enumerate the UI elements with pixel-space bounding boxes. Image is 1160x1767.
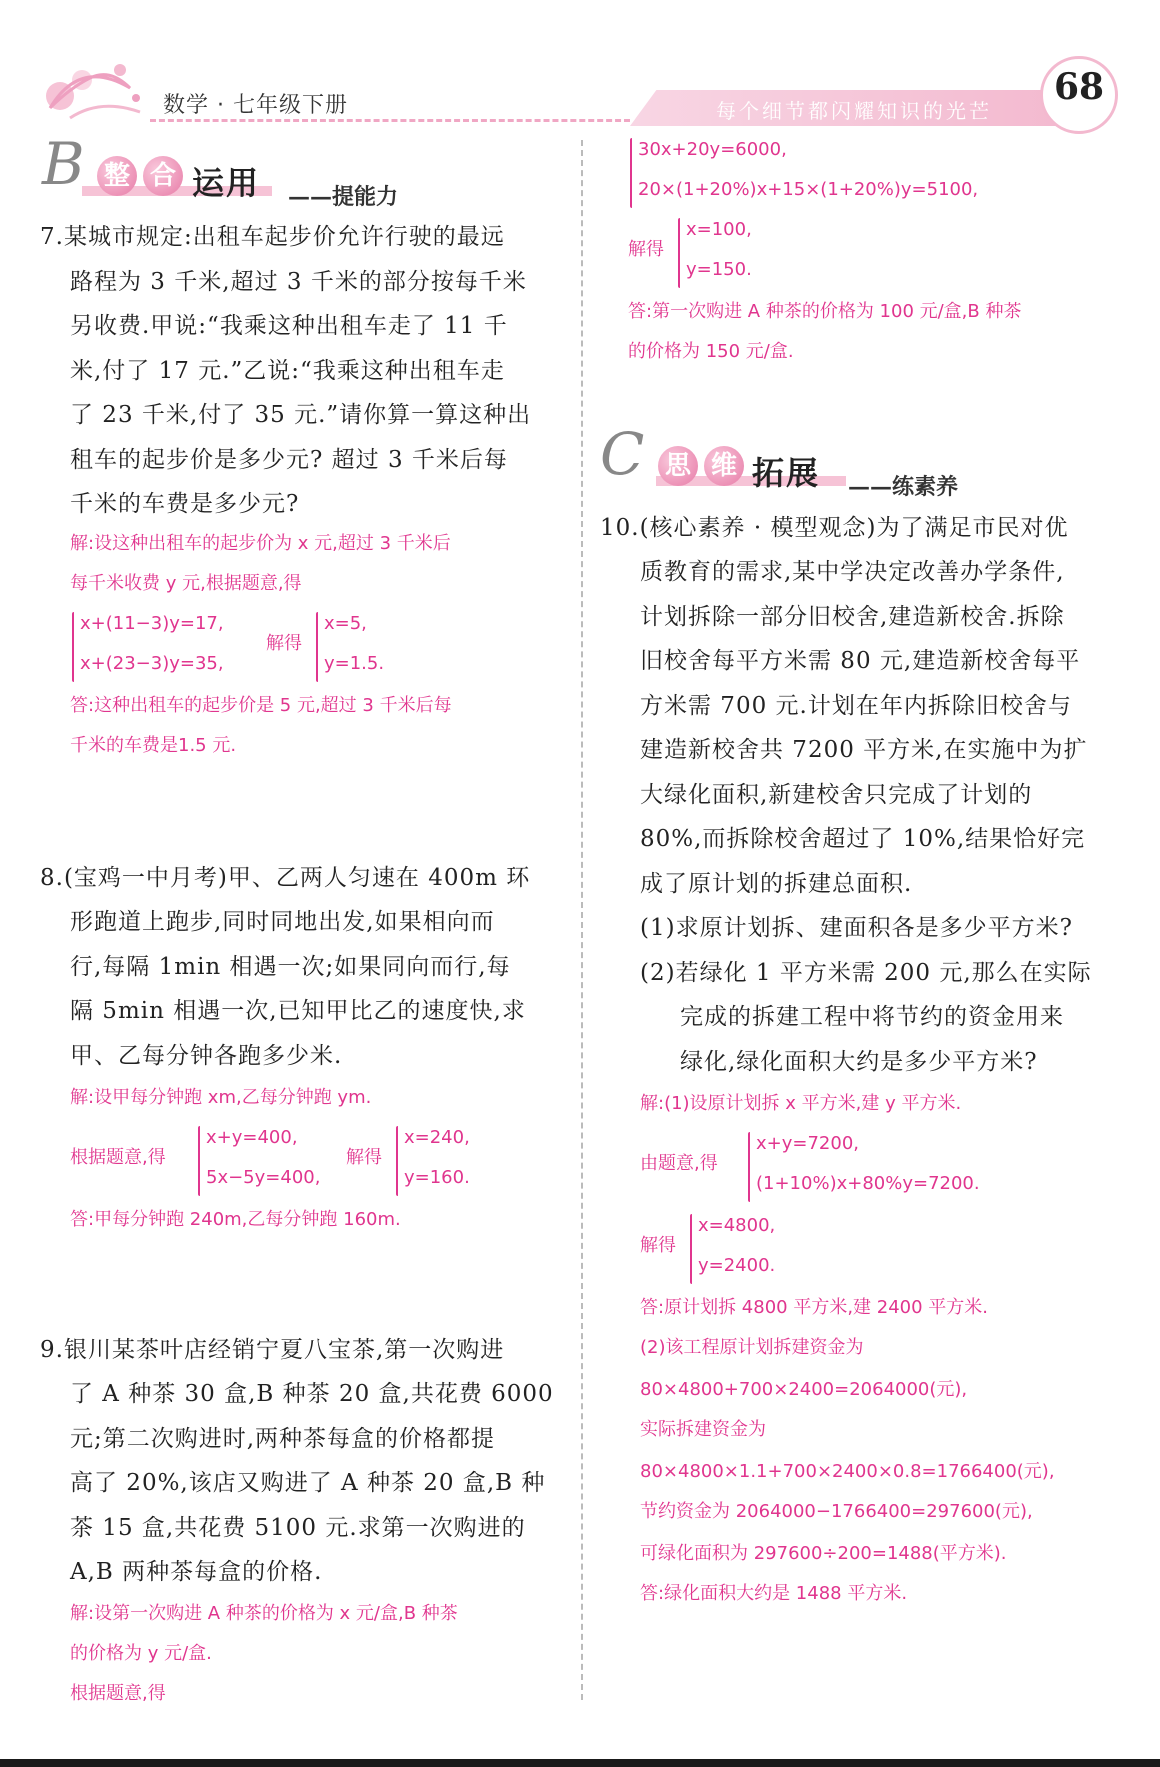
answer-line: 千米的车费是1.5 元. <box>70 735 237 756</box>
answer-line: (2)该工程原计划拆建资金为 <box>640 1337 864 1358</box>
question-line: 形跑道上跑步,同时同地出发,如果相向而 <box>70 909 495 935</box>
section-b-badge-1: 整 <box>97 156 137 196</box>
question-line: 7.某城市规定:出租车起步价允许行驶的最远 <box>40 224 505 250</box>
question-line: 质教育的需求,某中学决定改善办学条件, <box>640 559 1065 585</box>
result-line: x=4800, <box>698 1215 776 1236</box>
question-line: A,B 两种茶每盒的价格. <box>70 1559 323 1585</box>
answer-line: 解:(1)设原计划拆 x 平方米,建 y 平方米. <box>640 1093 962 1114</box>
answer-line: 答:第一次购进 A 种茶的价格为 100 元/盒,B 种茶 <box>628 301 1022 322</box>
question-line: 茶 15 盒,共花费 5100 元.求第一次购进的 <box>70 1515 526 1541</box>
question-line: 完成的拆建工程中将节约的资金用来 <box>680 1004 1064 1030</box>
result-line: y=2400. <box>698 1255 776 1276</box>
equation-brace <box>678 218 680 288</box>
question-line: 了 23 千米,付了 35 元.”请你算一算这种出 <box>70 402 532 428</box>
question-line: 成了原计划的拆建总面积. <box>640 871 913 897</box>
question-line: 另收费.甲说:“我乘这种出租车走了 11 千 <box>70 313 508 339</box>
answer-line: 答:绿化面积大约是 1488 平方米. <box>640 1583 908 1604</box>
section-b-letter: B <box>42 130 85 198</box>
equation-line: x+y=400, <box>206 1127 298 1148</box>
question-line: 千米的车费是多少元? <box>70 491 300 517</box>
equation-line: 20×(1+20%)x+15×(1+20%)y=5100, <box>638 179 979 200</box>
answer-line: 可绿化面积为 297600÷200=1488(平方米). <box>640 1543 1007 1564</box>
question-line: 了 A 种茶 30 盒,B 种茶 20 盒,共花费 6000 <box>70 1381 554 1407</box>
equation-brace <box>690 1214 692 1284</box>
question-line: 9.银川某茶叶店经销宁夏八宝茶,第一次购进 <box>40 1337 505 1363</box>
question-line: 80%,而拆除校舍超过了 10%,结果恰好完 <box>640 826 1086 852</box>
question-line: 隔 5min 相遇一次,已知甲比乙的速度快,求 <box>70 998 526 1024</box>
answer-line: 每千米收费 y 元,根据题意,得 <box>70 573 302 594</box>
solve-label: 解得 <box>266 633 302 654</box>
answer-line: 的价格为 150 元/盒. <box>628 341 794 362</box>
question-line: 建造新校舍共 7200 平方米,在实施中为扩 <box>640 737 1088 763</box>
section-b-subtitle: ——提能力 <box>288 184 399 210</box>
equation-brace <box>316 612 318 682</box>
question-line: 计划拆除一部分旧校舍,建造新校舍.拆除 <box>640 604 1065 630</box>
equation-brace <box>198 1126 200 1196</box>
section-b-badge-2: 合 <box>143 156 183 196</box>
equation-line: x+(11−3)y=17, <box>80 613 224 634</box>
answer-lead: 根据题意,得 <box>70 1147 166 1168</box>
answer-line: 80×4800+700×2400=2064000(元), <box>640 1379 968 1400</box>
equation-brace <box>72 612 74 682</box>
section-c-badge-1: 思 <box>658 446 698 486</box>
result-line: x=240, <box>404 1127 470 1148</box>
answer-line: 答:原计划拆 4800 平方米,建 2400 平方米. <box>640 1297 989 1318</box>
equation-line: 30x+20y=6000, <box>638 139 787 160</box>
answer-line: 解:设第一次购进 A 种茶的价格为 x 元/盒,B 种茶 <box>70 1603 458 1624</box>
result-line: y=150. <box>686 259 752 280</box>
section-c-letter: C <box>600 420 645 488</box>
header-slogan: 每个细节都闪耀知识的光芒 <box>716 99 992 123</box>
section-c-subtitle: ——练素养 <box>848 474 959 500</box>
solve-label: 解得 <box>346 1147 382 1168</box>
question-line: 高了 20%,该店又购进了 A 种茶 20 盒,B 种 <box>70 1470 546 1496</box>
equation-line: (1+10%)x+80%y=7200. <box>756 1173 980 1194</box>
solve-label: 解得 <box>640 1235 676 1256</box>
answer-line: 解:设这种出租车的起步价为 x 元,超过 3 千米后 <box>70 533 451 554</box>
equation-brace <box>630 138 632 208</box>
question-line: 8.(宝鸡一中月考)甲、乙两人匀速在 400m 环 <box>40 865 531 891</box>
question-line: 行,每隔 1min 相遇一次;如果同向而行,每 <box>70 954 511 980</box>
answer-line: 的价格为 y 元/盒. <box>70 1643 212 1664</box>
bottom-edge <box>0 1759 1160 1767</box>
answer-line: 答:甲每分钟跑 240m,乙每分钟跑 160m. <box>70 1209 401 1230</box>
answer-line: 根据题意,得 <box>70 1683 166 1704</box>
column-divider <box>581 140 583 1700</box>
question-line: 旧校舍每平方米需 80 元,建造新校舍每平 <box>640 648 1081 674</box>
equation-brace <box>396 1126 398 1196</box>
page-number: 68 <box>1053 66 1105 108</box>
equation-line: x+y=7200, <box>756 1133 859 1154</box>
result-line: y=160. <box>404 1167 470 1188</box>
answer-lead: 由题意,得 <box>640 1153 718 1174</box>
header-divider <box>150 119 630 122</box>
floral-ornament-icon <box>40 48 150 128</box>
question-line: 米,付了 17 元.”乙说:“我乘这种出租车走 <box>70 358 505 384</box>
equation-line: x+(23−3)y=35, <box>80 653 224 674</box>
result-line: y=1.5. <box>324 653 385 674</box>
sub-question-2: (2)若绿化 1 平方米需 200 元,那么在实际 <box>640 960 1092 986</box>
answer-line: 节约资金为 2064000−1766400=297600(元), <box>640 1501 1033 1522</box>
question-line: 10.(核心素养 · 模型观念)为了满足市民对优 <box>600 515 1069 541</box>
sub-question-1: (1)求原计划拆、建面积各是多少平方米? <box>640 915 1073 941</box>
section-c-badge-2: 维 <box>704 446 744 486</box>
question-line: 元;第二次购进时,两种茶每盒的价格都提 <box>70 1426 496 1452</box>
question-line: 方米需 700 元.计划在年内拆除旧校舍与 <box>640 693 1072 719</box>
answer-line: 解:设甲每分钟跑 xm,乙每分钟跑 ym. <box>70 1087 372 1108</box>
question-line: 大绿化面积,新建校舍只完成了计划的 <box>640 782 1033 808</box>
section-c-title: 拓展 <box>752 454 821 492</box>
section-b-title: 运用 <box>192 164 261 202</box>
answer-line: 80×4800×1.1+700×2400×0.8=1766400(元), <box>640 1461 1055 1482</box>
result-line: x=100, <box>686 219 752 240</box>
question-line: 绿化,绿化面积大约是多少平方米? <box>680 1049 1038 1075</box>
answer-line: 答:这种出租车的起步价是 5 元,超过 3 千米后每 <box>70 695 452 716</box>
answer-line: 实际拆建资金为 <box>640 1419 766 1440</box>
equation-brace <box>748 1132 750 1202</box>
book-title: 数学 · 七年级下册 <box>163 93 348 118</box>
equation-line: 5x−5y=400, <box>206 1167 321 1188</box>
result-line: x=5, <box>324 613 367 634</box>
question-line: 路程为 3 千米,超过 3 千米的部分按每千米 <box>70 269 527 295</box>
solve-label: 解得 <box>628 239 664 260</box>
question-line: 甲、乙每分钟各跑多少米. <box>70 1043 343 1069</box>
question-line: 租车的起步价是多少元? 超过 3 千米后每 <box>70 447 508 473</box>
